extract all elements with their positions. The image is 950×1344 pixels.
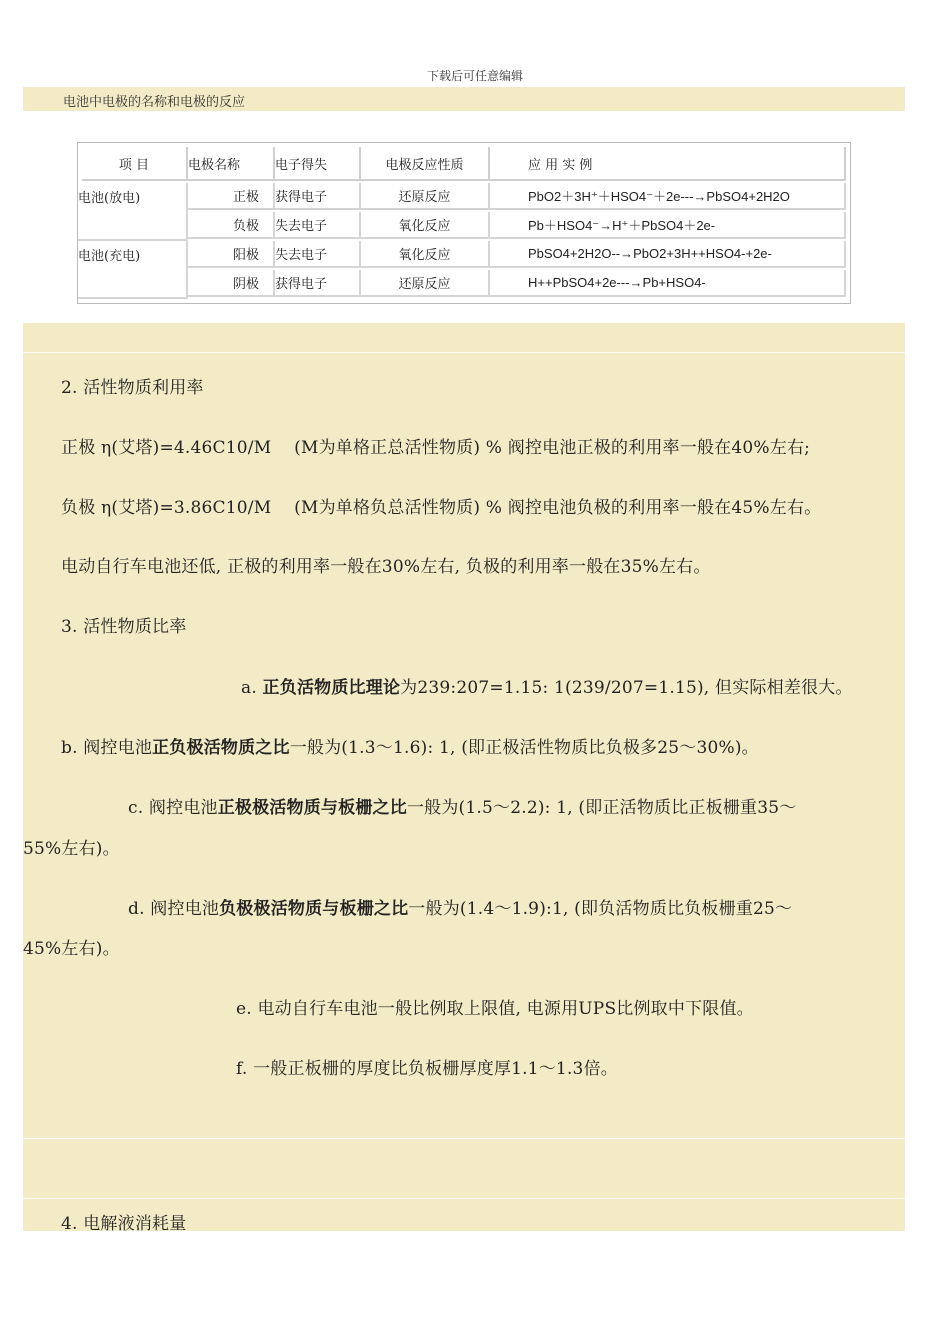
item-a-prefix: a. bbox=[241, 678, 263, 698]
section-title: 电池中电极的名称和电极的反应 bbox=[63, 95, 246, 110]
electrode-table bbox=[77, 142, 851, 304]
table-header-example: 应 用 实 例 bbox=[490, 147, 846, 181]
table-row-example: Pb＋HSO4⁻→H⁺＋PbSO4＋2e- bbox=[490, 212, 846, 239]
table-row-electron: 获得电子 bbox=[275, 183, 361, 210]
header-note: 下载后可任意编辑 bbox=[426, 69, 523, 83]
table-row-name: 正极 bbox=[188, 183, 275, 210]
table-row-nature: 氧化反应 bbox=[361, 241, 490, 268]
group-discharge: 电池(放电) bbox=[78, 183, 188, 241]
ratio-item-d-continued: 45%左右)。 bbox=[23, 939, 120, 959]
item-b-bold: 正负极活物质之比 bbox=[152, 738, 290, 758]
table-row-nature: 还原反应 bbox=[361, 183, 490, 210]
title-band bbox=[23, 87, 905, 111]
table-header-nature: 电极反应性质 bbox=[361, 147, 490, 181]
item-d-text: 一般为(1.4～1.9):1, (即负活物质比负板栅重25～ bbox=[408, 899, 793, 919]
table-header-electron: 电子得失 bbox=[275, 147, 361, 181]
ratio-item-a bbox=[241, 673, 853, 698]
section-4-title: 4. 电解液消耗量 bbox=[61, 1214, 187, 1234]
item-d-prefix: d. 阀控电池 bbox=[128, 899, 220, 919]
table-row-electron: 失去电子 bbox=[275, 212, 361, 239]
table-row-nature: 氧化反应 bbox=[361, 212, 490, 239]
table-row-name: 阴极 bbox=[188, 270, 275, 297]
item-b-text: 一般为(1.3～1.6): 1, (即正极活性物质比负极多25～30%)。 bbox=[289, 738, 759, 758]
ratio-item-c-continued: 55%左右)。 bbox=[23, 839, 120, 859]
item-a-text: 为239:207=1.15: 1(239/207=1.15), 但实际相差很大。 bbox=[400, 678, 853, 698]
table-header-electrode-name: 电极名称 bbox=[188, 147, 275, 181]
item-c-prefix: c. 阀控电池 bbox=[128, 798, 218, 818]
table-row-nature: 还原反应 bbox=[361, 270, 490, 297]
ratio-item-f: f. 一般正板栅的厚度比负板栅厚度厚1.1～1.3倍。 bbox=[236, 1059, 618, 1079]
ebike-utilization-line: 电动自行车电池还低, 正极的利用率一般在30%左右, 负极的利用率一般在35%左右。 bbox=[61, 557, 711, 577]
table-row-name: 阳极 bbox=[188, 241, 275, 268]
table-row-example: PbO2＋3H⁺＋HSO4⁻＋2e---→PbSO4+2H2O bbox=[490, 183, 846, 210]
group-charge: 电池(充电) bbox=[78, 241, 188, 299]
table-header-item: 项 目 bbox=[82, 147, 188, 181]
section-2-title: 2. 活性物质利用率 bbox=[61, 378, 204, 398]
table-row-electron: 失去电子 bbox=[275, 241, 361, 268]
table-row-name: 负极 bbox=[188, 212, 275, 239]
section-3-title: 3. 活性物质比率 bbox=[61, 617, 187, 637]
ratio-item-b bbox=[61, 733, 759, 758]
item-b-prefix: b. 阀控电池 bbox=[61, 738, 153, 758]
ratio-item-e: e. 电动自行车电池一般比例取上限值, 电源用UPS比例取中下限值。 bbox=[236, 999, 754, 1019]
table-row-electron: 获得电子 bbox=[275, 270, 361, 297]
content-band bbox=[23, 323, 905, 1234]
ratio-item-c bbox=[128, 793, 797, 818]
item-a-bold: 正负活物质比理论 bbox=[262, 678, 401, 698]
table-row-example: PbSO4+2H2O--→PbO2+3H++HSO4-+2e- bbox=[490, 241, 846, 268]
negative-utilization-line: 负极 η(艾塔)=3.86C10/M (M为单格负总活性物质) % 阀控电池负极的利用率一般在45%左右。 bbox=[61, 498, 822, 518]
ratio-item-d bbox=[128, 894, 792, 919]
item-c-text: 一般为(1.5～2.2): 1, (即正活物质比正板栅重35～ bbox=[406, 798, 797, 818]
item-d-bold: 负极极活物质与板栅之比 bbox=[219, 899, 409, 919]
table-row-example: H++PbSO4+2e---→Pb+HSO4- bbox=[490, 270, 846, 297]
item-c-bold: 正极极活物质与板栅之比 bbox=[217, 798, 407, 818]
positive-utilization-line: 正极 η(艾塔)=4.46C10/M (M为单格正总活性物质) % 阀控电池正极的利用率一般在40%左右; bbox=[61, 438, 811, 458]
